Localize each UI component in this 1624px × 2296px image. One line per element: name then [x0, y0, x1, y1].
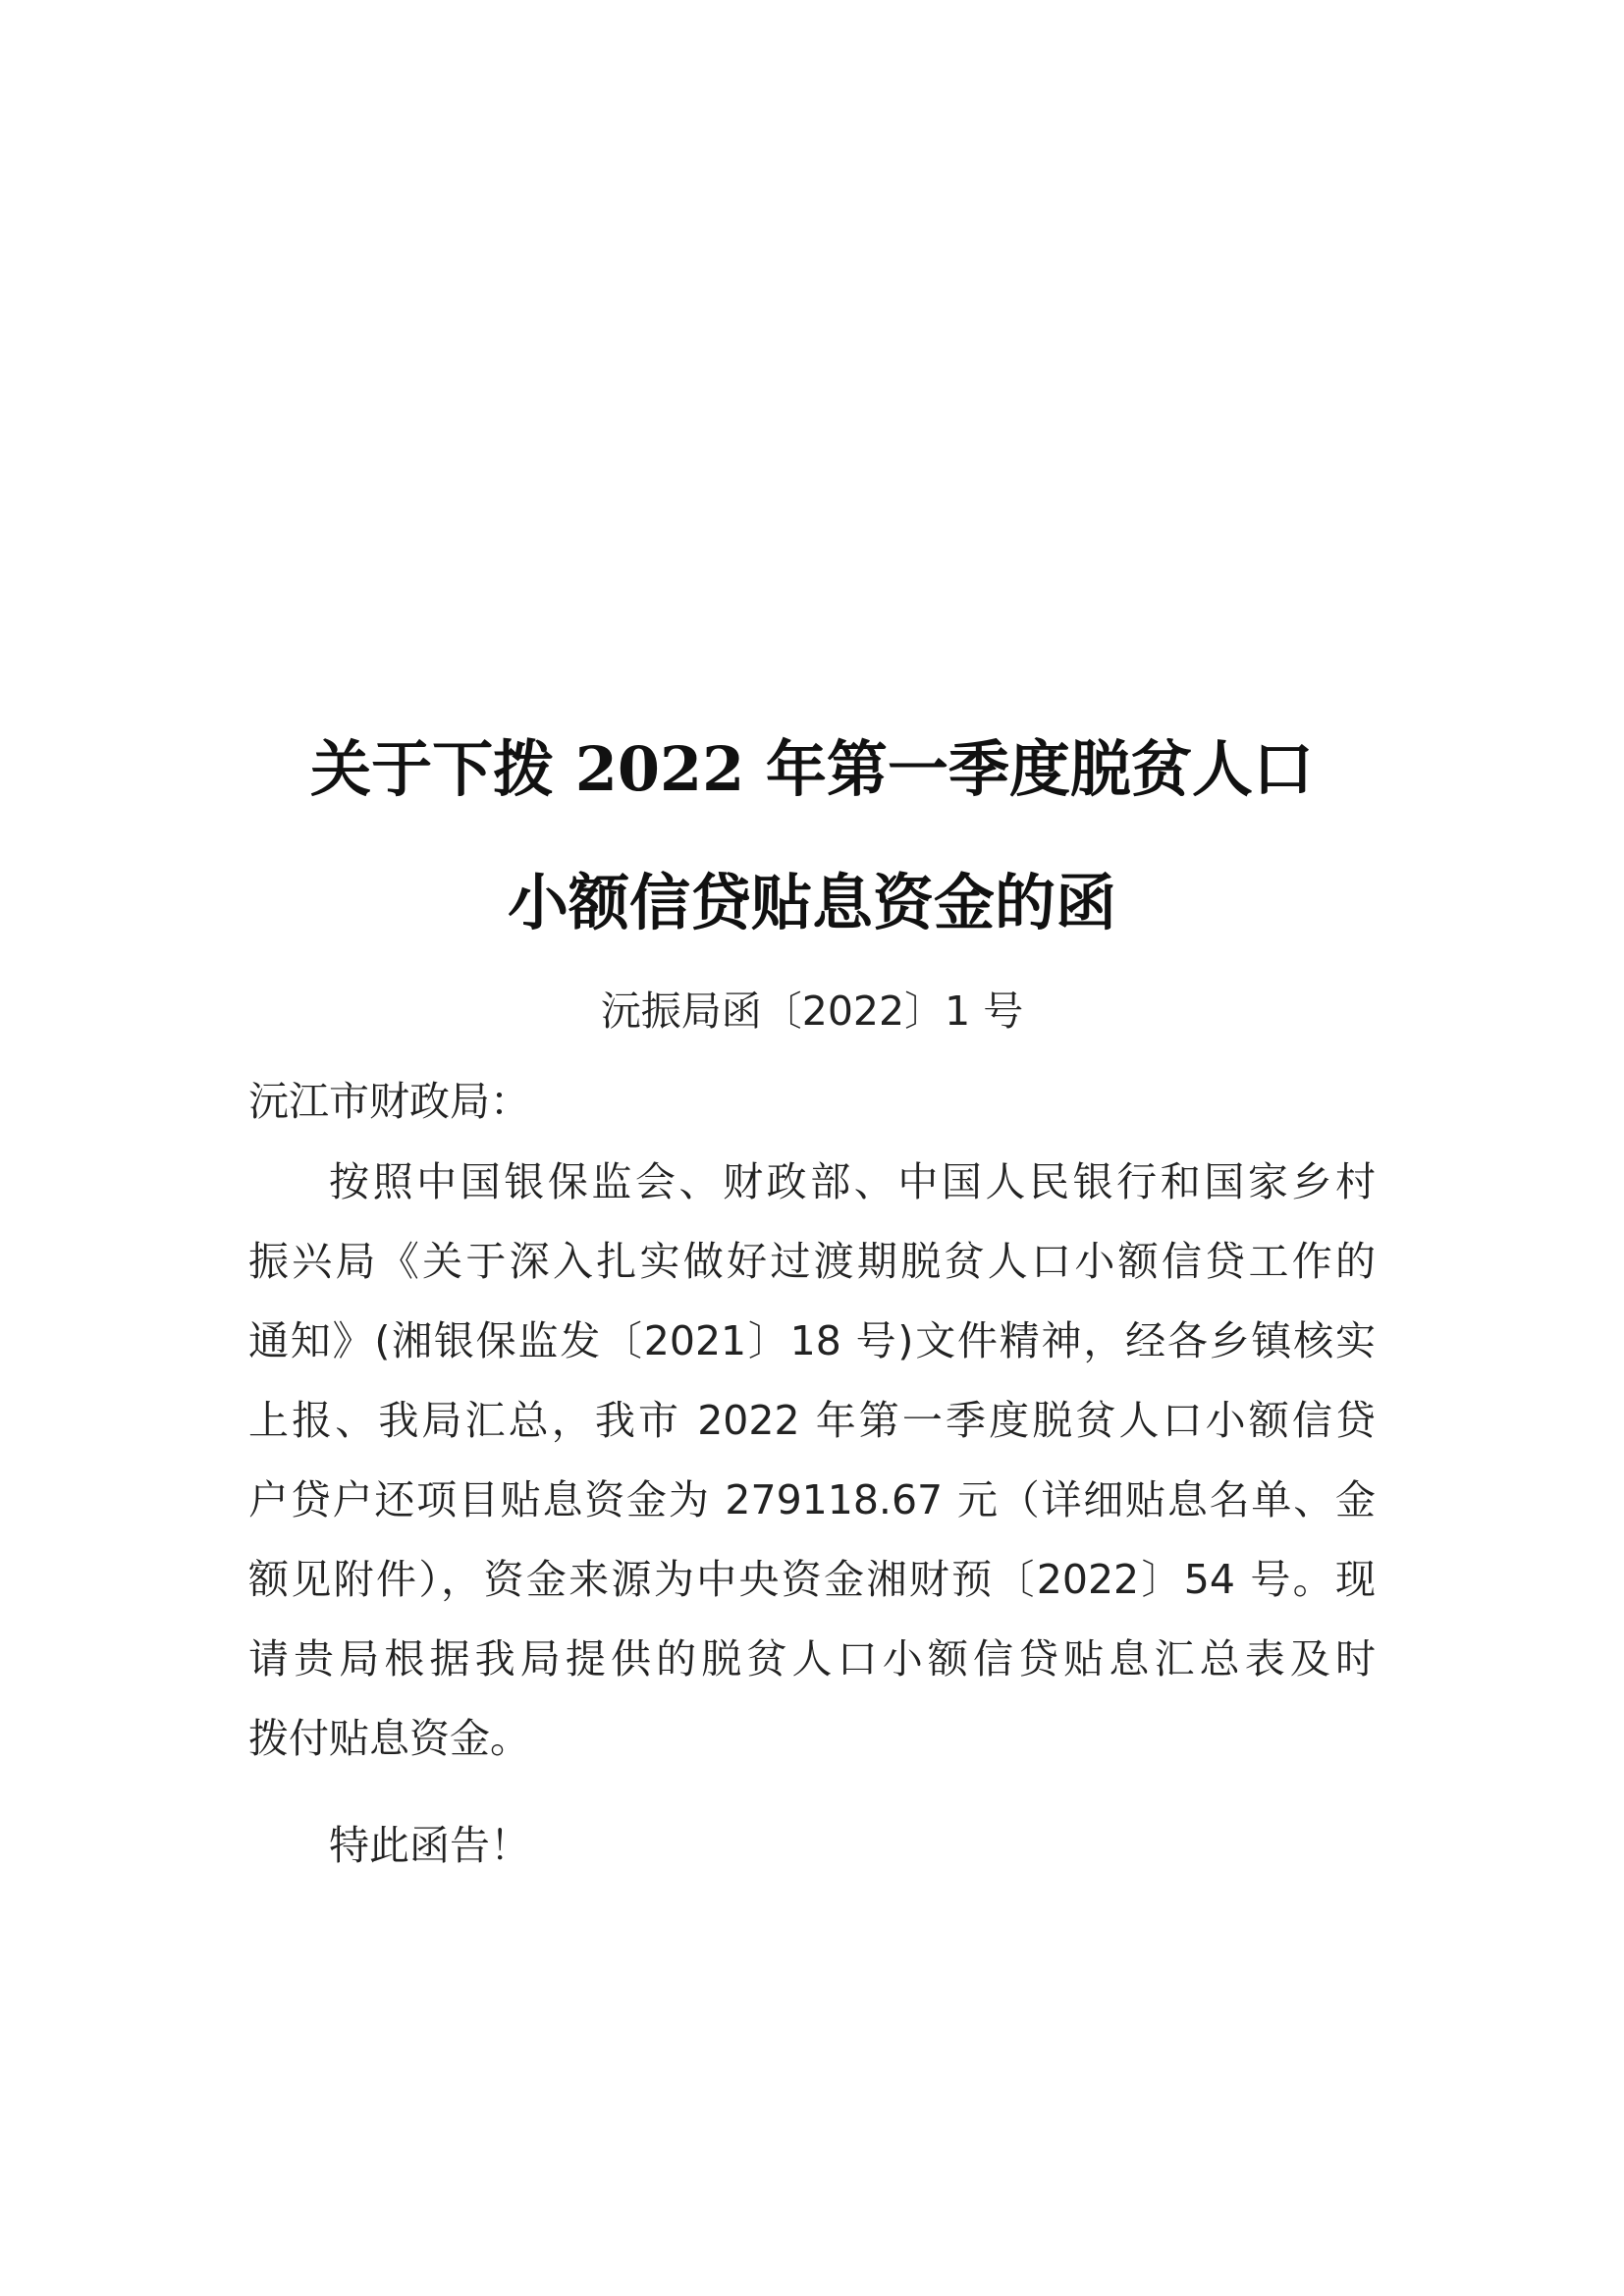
body-line: 请贵局根据我局提供的脱贫人口小额信贷贴息汇总表及时 [248, 1635, 1376, 1682]
body-line: 振兴局《关于深入扎实做好过渡期脱贫人口小额信贷工作的 [248, 1238, 1376, 1285]
body-line: 拨付贴息资金。 [248, 1715, 530, 1762]
body-line: 按照中国银保监会、财政部、中国人民银行和国家乡村 [329, 1158, 1376, 1205]
body-line: 上报、我局汇总，我市 2022 年第一季度脱贫人口小额信贷 [248, 1397, 1376, 1444]
document-title-line-2: 小额信贷贴息资金的函 [507, 867, 1116, 938]
document-number: 沅振局函〔2022〕1 号 [600, 988, 1024, 1035]
addressee: 沅江市财政局： [248, 1078, 530, 1125]
closing-remark: 特此函告！ [329, 1822, 530, 1869]
body-line: 通知》(湘银保监发〔2021〕18 号)文件精神，经各乡镇核实 [248, 1317, 1376, 1364]
document-title-line-1: 关于下拨 2022 年第一季度脱贫人口 [310, 733, 1314, 805]
body-line: 户贷户还项目贴息资金为 279118.67 元（详细贴息名单、金 [248, 1476, 1376, 1523]
body-line: 额见附件），资金来源为中央资金湘财预〔2022〕54 号。现 [248, 1556, 1376, 1603]
